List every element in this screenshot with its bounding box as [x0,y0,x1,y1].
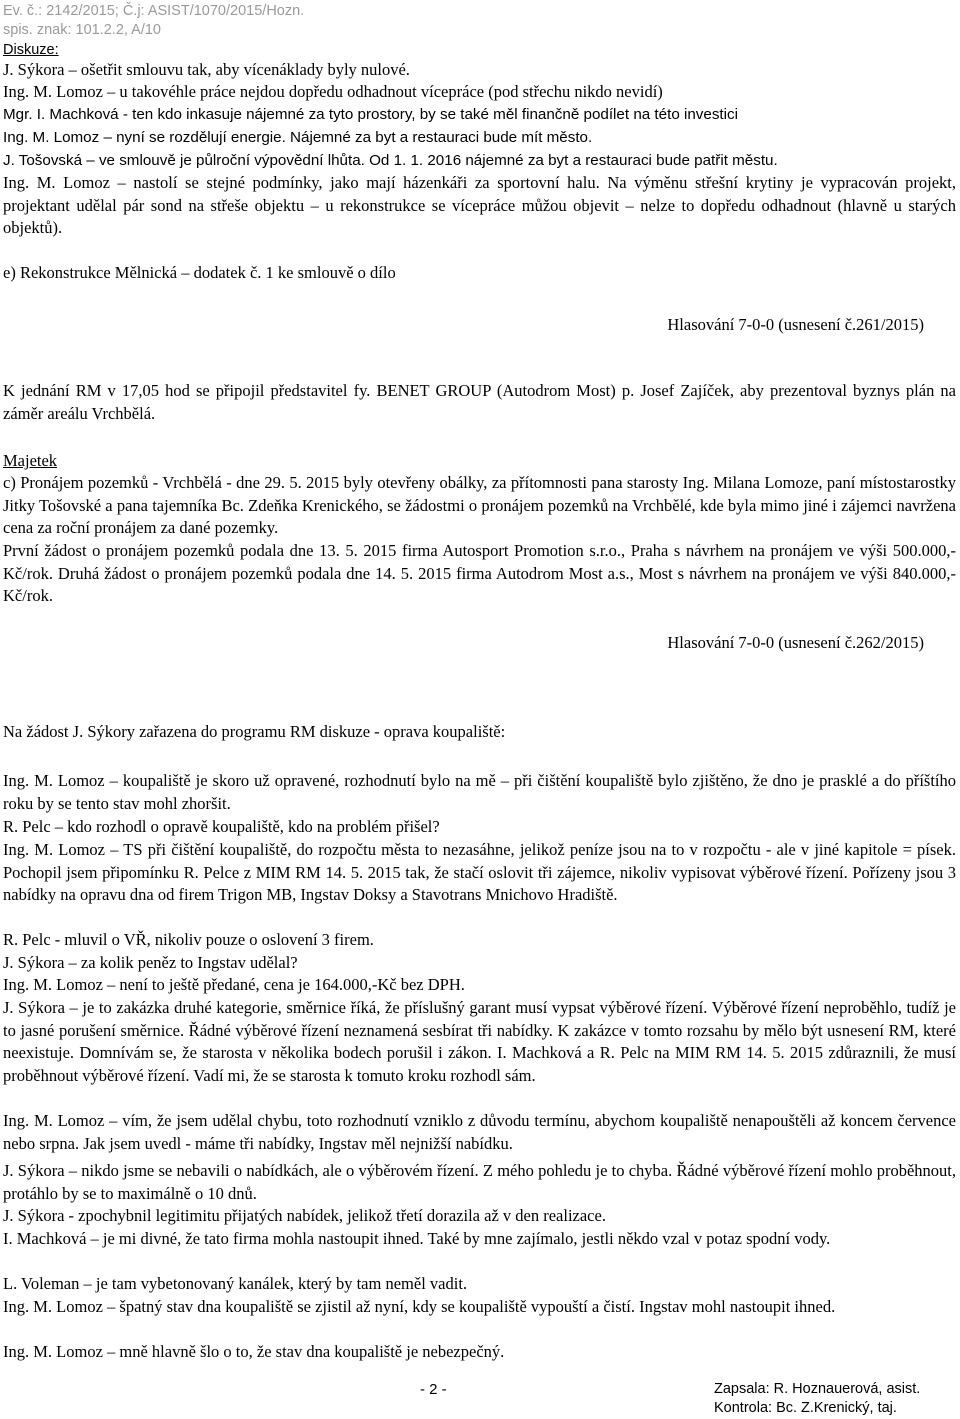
text-zadosti: První žádost o pronájem pozemků podala dne 13. 5. 2015 firma Autosport Promotion s.r.o., Praha s návrhem na pronájem ve výši 500.000,- Kč/rok. Druhá žádost o pronájem pozemků podala dne 14. 5. 2015 firma Autodrom Most a.s., Most s návrhem na pronájem ve výši 840.000,- Kč/rok. [3,541,956,606]
discussion-entry-5: J. Sýkora – za kolik peněz to Ingstav udělal? [3,953,298,972]
section-heading-majetek: Majetek [3,451,58,470]
discussion-entry-11: I. Machková – je mi divné, že tato firma mohla nastoupit ihned. Také by mne zajímalo, jestli někdo vzal v potaz spodní vody. [3,1229,831,1248]
discussion-entry-14: Ing. M. Lomoz – mně hlavně šlo o to, že stav dna koupaliště je nebezpečný. [3,1342,505,1361]
page-number: - 2 - [420,1381,447,1398]
vote-262: Hlasování 7-0-0 (usnesení č.262/2015) [667,633,924,652]
item-e-rekonstrukce: e) Rekonstrukce Mělnická – dodatek č. 1 ke smlouvě o dílo [3,263,396,282]
text-machkova-investice: Mgr. I. Machková - ten kdo inkasuje nájemné za tyto prostory, by se také měl finančně podílet na této investici [3,106,738,123]
section-heading-diskuze: Diskuze: [3,42,59,58]
discussion-entry-12: L. Voleman – je tam vybetonovaný kanálek, který by tam neměl vadit. [3,1274,468,1293]
discussion-entry-9: J. Sýkora – nikdo jsme se nebavili o nabídkách, ale o výběrovém řízení. Z mého pohledu je to chyba. Řádné výběrové řízení mohlo proběhnout, protáhlo by se to maximálně o 10 dnů. [3,1161,956,1203]
discussion-entry-8: Ing. M. Lomoz – vím, že jsem udělal chybu, toto rozhodnutí vzniklo z důvodu termínu, abychom koupaliště nenapouštěli až koncem července nebo srpna. Jak jsem uvedl - máme tři nabídky, Ingstav měl nejnižší nabídku. [3,1111,956,1153]
vote-261: Hlasování 7-0-0 (usnesení č.261/2015) [667,315,924,334]
text-lomoz-energie: Ing. M. Lomoz – nyní se rozdělují energie. Nájemné za byt a restauraci bude mít město. [3,129,593,146]
header-file-code: spis. znak: 101.2.2, A/10 [3,22,161,38]
discussion-entry-4: R. Pelc - mluvil o VŘ, nikoliv pouze o oslovení 3 firem. [3,930,374,949]
discussion-entry-2: R. Pelc – kdo rozhodl o opravě koupaliště, kdo na problém přišel? [3,817,440,836]
discussion-entry-3: Ing. M. Lomoz – TS při čištění koupaliště, do rozpočtu města to nezasáhne, jelikož peníze jsou na to v rozpočtu - ale v jiné kapitole = písek. Pochopil jsem připomínku R. Pelce z MIM RM 14. 5. 2015 tak, že stačí oslovit tři zájemce, nikoliv vypisovat výběrové řízení. Pořízeny jsou 3 nabídky na opravu dna od firem Trigon MB, Ingstav Doksy a Stavotrans Mnichovo Hradiště. [3,840,956,905]
text-benet-group: K jednání RM v 17,05 hod se připojil představitel fy. BENET GROUP (Autodrom Most) p. Josef Zajíček, aby prezentoval byznys plán na záměr areálu Vrchbělá. [3,381,956,423]
discussion-entry-6: Ing. M. Lomoz – není to ještě předané, cena je 164.000,-Kč bez DPH. [3,975,465,994]
discussion-entry-10: J. Sýkora - zpochybnil legitimitu přijatých nabídek, jelikož třetí dorazila až v den realizace. [3,1206,606,1225]
text-lomoz-viceprace: Ing. M. Lomoz – u takovéhle práce nejdou dopředu odhadnout vícepráce (pod střechu nikdo nevidí) [3,82,663,101]
footer-zapsala: Zapsala: R. Hoznauerová, asist. [714,1381,921,1397]
text-lomoz-strecha: Ing. M. Lomoz – nastolí se stejné podmínky, jako mají házenkáři za sportovní halu. Na výměnu střešní krytiny je vypracován projekt, projektant udělal pár sond na střeše objektu – u rekonstrukce se vícepráce můžou objevit – nelze to dopředu odhadnout (hlavně u starých objektů). [3,173,956,238]
discussion-entry-7: J. Sýkora – je to zakázka druhé kategorie, směrnice říká, že příslušný garant musí vypsat výběrové řízení. Výběrové řízení neproběhlo, tudíž je to jasné porušení směrnice. Řádné výběrové řízení neznamená sesbírat tři nabídky. K zakázce v tomto rozsahu by mělo být usnesení RM, které neexistuje. Domnívám se, že starosta v několika bodech porušil i zákon. I. Machková a R. Pelc na MIM RM 14. 5. 2015 zdůraznili, že musí proběhnout výběrové řízení. Vadí mi, že se starosta k tomuto kroku rozhodl sám. [3,998,956,1085]
item-c-pronajem: c) Pronájem pozemků - Vrchbělá - dne 29. 5. 2015 byly otevřeny obálky, za přítomnosti pana starosty Ing. Milana Lomoze, paní místostarostky Jitky Tošovské a pana tajemníka Bc. Zdeňka Krenického, se žádostmi o pronájem pozemků na Vrchbělé, kde byla mimo jiné i zájemci navržena cena za roční pronájem za dané pozemky. [3,473,956,538]
discussion-entry-13: Ing. M. Lomoz – špatný stav dna koupaliště se zjistil až nyní, kdy se koupaliště vypouští a čistí. Ingstav mohl nastoupit ihned. [3,1297,836,1316]
header-evidence-number: Ev. č.: 2142/2015; Č.j: ASIST/1070/2015/Hozn. [3,3,305,19]
text-zadost-sykory: Na žádost J. Sýkory zařazena do programu RM diskuze - oprava koupaliště: [3,722,506,741]
text-sykora-smlouva: J. Sýkora – ošetřit smlouvu tak, aby vícenáklady byly nulové. [3,60,410,79]
text-tosovska-lhuta: J. Tošovská – ve smlouvě je půlroční výpovědní lhůta. Od 1. 1. 2016 nájemné za byt a restauraci bude patřit městu. [3,152,778,169]
discussion-entry-1: Ing. M. Lomoz – koupaliště je skoro už opravené, rozhodnutí bylo na mě – při čištění koupaliště bylo zjištěno, že dno je prasklé a do příštího roku by se tento stav mohl zhoršit. [3,771,956,813]
footer-kontrola: Kontrola: Bc. Z.Krenický, taj. [714,1400,897,1416]
